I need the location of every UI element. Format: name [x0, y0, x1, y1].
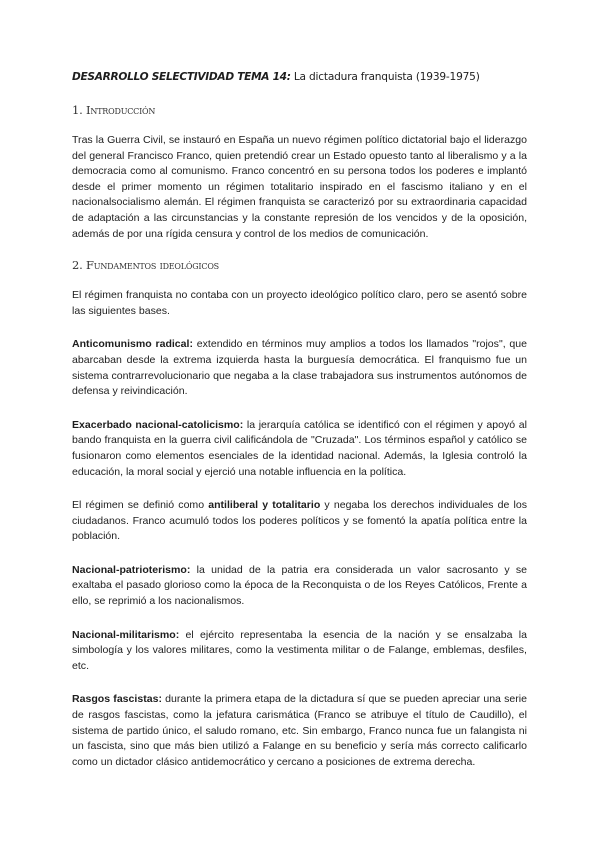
document-title — [72, 70, 527, 84]
text-militarismo: el ejército representaba la esencia de la nación y se ensalzaba la simbología y los valores militares, como la vestimenta militar o de Falange, emblemas, desfiles, etc. — [72, 628, 527, 672]
term-catolicismo: Exacerbado nacional-catolicismo: — [72, 418, 244, 431]
term-antiliberal: antiliberal y totalitario — [208, 499, 321, 512]
section-heading-fundamentos: 2. Fundamentos ideológicos — [72, 258, 219, 273]
text-fascistas: durante la primera etapa de la dictadura sí que se pueden apreciar una serie de rasgos fascistas, como la jefatura carismática (Franco se atribuye el título de Caudillo), el sistema de partido único, el saludo romano, etc. Sin embargo, Franco nunca fue un falangista ni un fascista, sino que más bien utilizó a Falange en su beneficio y sería más correcto calificarlo como un dictador clásico antidemocrático y cercano a posiciones de extrema derecha. — [72, 693, 527, 768]
paragraph-anticomunismo — [72, 337, 527, 399]
text-anticomunismo: extendido en términos muy amplios a todos los llamados "rojos", que abarcaban desde la extrema izquierda hasta la burguesía democrática. El franquismo fue un sistema contrarrevolucionario que negaba a la clase trabajadora sus instrumentos autónomos de defensa y reivindicación. — [72, 338, 527, 398]
text-antiliberal-after: y negaba los derechos individuales de los ciudadanos. Franco acumuló todos los poderes políticos y se fomentó la apatía política entre la población. — [72, 499, 527, 543]
paragraph-militarismo — [72, 628, 527, 675]
term-patrioterismo: Nacional-patrioterismo: — [72, 563, 191, 576]
paragraph-fascistas — [72, 692, 527, 770]
paragraph-introduccion: Tras la Guerra Civil, se instauró en España un nuevo régimen político dictatorial bajo el liderazgo del general Francisco Franco, quien pretendió crear un Estado opuesto tanto al liberalismo y a la democracia como al comunismo. Franco concentró en su persona todos los poderes e implantó desde el primer momento un régimen totalitario inspirado en el fascismo italiano y en el nacionalsocialismo alemán. El régimen franquista se caracterizó por su extraordinaria capacidad de adaptación a las circunstancias y la constante represión de los vencidos y de la oposición, además de por una rígida censura y control de los medios de comunicación. — [72, 134, 527, 240]
text-catolicismo: la jerarquía católica se identificó con el régimen y apoyó al bando franquista en la guerra civil calificándola de "Cruzada". Los términos español y católico se fusionaron como elementos esenciales de la identidad nacional. Además, la Iglesia controló la educación, la moral social y ejerció una notable influencia en la política. — [72, 418, 527, 478]
term-fascistas: Rasgos fascistas: — [72, 693, 162, 706]
section-heading-introduccion: 1. Introducción — [72, 103, 156, 117]
paragraph-fundamentos-intro: El régimen franquista no contaba con un proyecto ideológico político claro, pero se asentó sobre las siguientes bases. — [72, 289, 527, 317]
term-militarismo: Nacional-militarismo: — [72, 628, 180, 641]
text-antiliberal-before: El régimen se definió como — [72, 499, 209, 512]
paragraph-catolicismo — [72, 418, 527, 480]
paragraph-antiliberal — [72, 498, 527, 545]
text-patrioterismo: la unidad de la patria era considerada un valor sacrosanto y se exaltaba el pasado glorioso como la época de la Reconquista o de los Reyes Católicos, Frente a ello, se reprimió a los nacionalismos. — [72, 563, 527, 608]
document-page — [72, 70, 527, 788]
title-bold: DESARROLLO SELECTIVIDAD TEMA 14: — [72, 71, 291, 83]
title-subtitle: La dictadura franquista (1939-1975) — [290, 71, 480, 83]
term-anticomunismo: Anticomunismo radical: — [72, 338, 193, 351]
paragraph-patrioterismo — [72, 563, 527, 610]
